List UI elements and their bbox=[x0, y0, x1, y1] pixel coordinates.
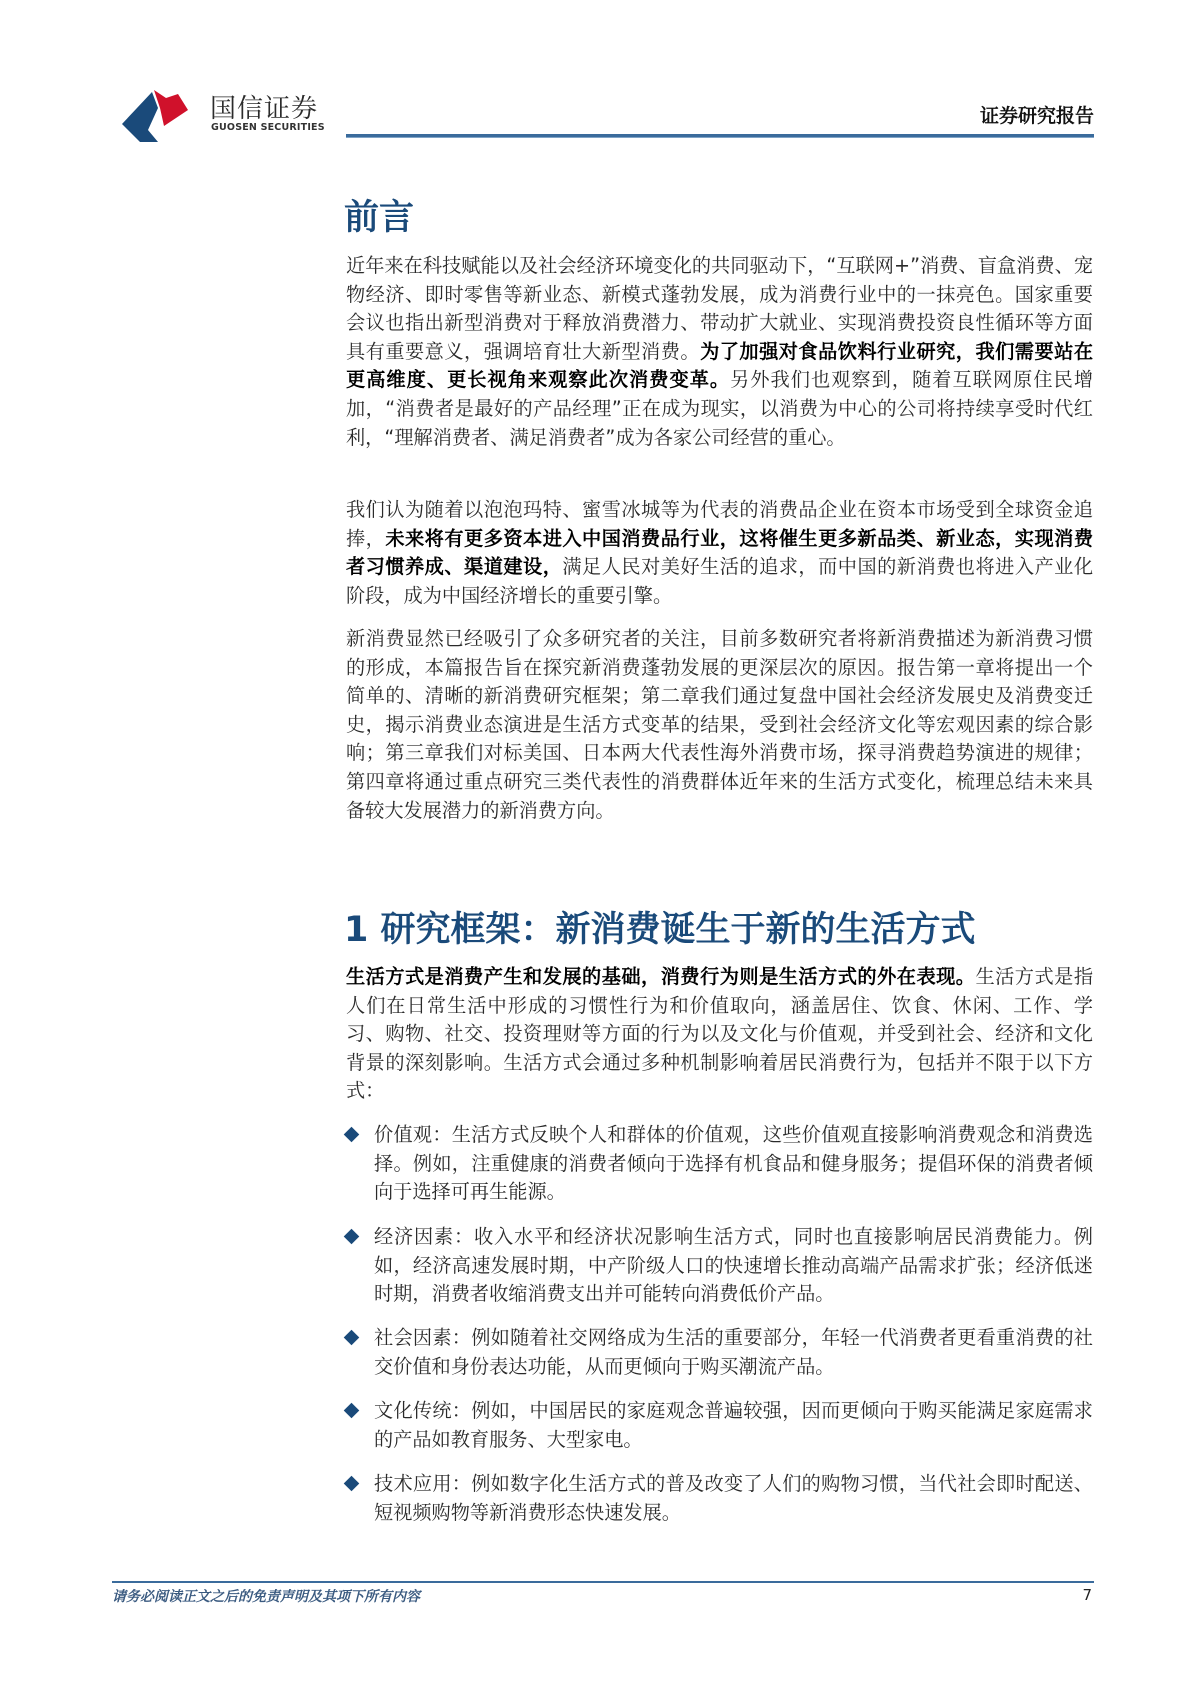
bold-text-run: 未来将有更多资本进入中国消费品行业，这将催生更多新品类、新业态，实现消费者习惯养成、渠道建设， bbox=[346, 526, 1094, 579]
header-divider bbox=[346, 134, 1094, 138]
bullet-item: 文化传统：例如，中国居民的家庭观念普遍较强，因而更倾向于购买能满足家庭需求的产品如教育服务、大型家电。 bbox=[346, 1397, 1093, 1454]
diamond-bullet-icon bbox=[344, 1476, 360, 1492]
bullet-item: 技术应用：例如数字化生活方式的普及改变了人们的购物习惯，当代社会即时配送、短视频购物等新消费形态快速发展。 bbox=[346, 1470, 1093, 1527]
text-run: 新消费显然已经吸引了众多研究者的关注，目前多数研究者将新消费描述为新消费习惯的形成，本篇报告旨在探究新消费蓬勃发展的更深层次的原因。报告第一章将提出一个简单的、清晰的新消费研究框架；第二章我们通过复盘中国社会经济发展史及消费变迁史，揭示消费业态演进是生活方式变革的结果，受到社会经济文化等宏观因素的综合影响；第三章我们对标美国、日本两大代表性海外消费市场，探寻消费趋势演进的规律；第四章将通过重点研究三类代表性的消费群体近年来的生活方式变化，梳理总结未来具备较大发展潜力的新消费方向。 bbox=[346, 627, 1093, 822]
preface-paragraph-3 bbox=[346, 625, 1093, 825]
page-number: 7 bbox=[1082, 1586, 1092, 1604]
bullet-item: 社会因素：例如随着社交网络成为生活的重要部分，年轻一代消费者更看重消费的社交价值和身份表达功能，从而更倾向于购买潮流产品。 bbox=[346, 1324, 1093, 1381]
document-type: 证券研究报告 bbox=[979, 105, 1094, 127]
guosen-logo bbox=[118, 86, 338, 142]
text-run: 满足人民对美好生活的追求，而中国的新消费也将进入产业化阶段，成为中国经济增长的重要引擎。 bbox=[346, 555, 1094, 607]
preface-paragraph-1 bbox=[346, 252, 1093, 452]
text-run: 我们认为随着以泡泡玛特、蜜雪冰城等为代表的消费品企业在资本市场受到全球资金追捧， bbox=[346, 498, 1093, 550]
preface-heading: 前言 bbox=[344, 198, 415, 238]
bullet-item: 价值观：生活方式反映个人和群体的价值观，这些价值观直接影响消费观念和消费选择。例如，注重健康的消费者倾向于选择有机食品和健身服务；提倡环保的消费者倾向于选择可再生能源。 bbox=[346, 1121, 1093, 1207]
text-run: 近年来在科技赋能以及社会经济环境变化的共同驱动下，“互联网+”消费、盲盒消费、宠物经济、即时零售等新业态、新模式蓬勃发展，成为消费行业中的一抹亮色。国家重要会议也指出新型消费对于释放消费潜力、带动扩大就业、实现消费投资良性循环等方面具有重要意义，强调培育壮大新型消费。 bbox=[346, 254, 1093, 363]
bold-text-run: 生活方式是消费产生和发展的基础，消费行为则是生活方式的外在表现。 bbox=[346, 965, 976, 988]
footer-divider bbox=[112, 1581, 1094, 1583]
bullet-item: 经济因素：收入水平和经济状况影响生活方式，同时也直接影响居民消费能力。例如，经济高速发展时期，中产阶级人口的快速增长推动高端产品需求扩张；经济低迷时期，消费者收缩消费支出并可能转向消费低价产品。 bbox=[346, 1223, 1093, 1309]
section-1-heading: 1 研究框架：新消费诞生于新的生活方式 bbox=[344, 910, 976, 950]
diamond-bullet-icon bbox=[344, 1403, 360, 1419]
bold-text-run: 为了加强对食品饮料行业研究，我们需要站在更高维度、更长视角来观察此次消费变革。 bbox=[346, 339, 1094, 392]
diamond-bullet-icon bbox=[344, 1229, 360, 1245]
logo-cn-text: 国信证券 bbox=[210, 94, 319, 124]
text-run: 另外我们也观察到，随着互联网原住民增加，“消费者是最好的产品经理”正在成为现实，以消费为中心的公司将持续享受时代红利，“理解消费者、满足消费者”成为各家公司经营的重心。 bbox=[346, 368, 1094, 449]
diamond-bullet-icon bbox=[344, 1330, 360, 1346]
logo-en-text: GUOSEN SECURITIES bbox=[211, 122, 325, 133]
preface-paragraph-2 bbox=[346, 496, 1093, 610]
text-run: 生活方式是指人们在日常生活中形成的习惯性行为和价值取向，涵盖居住、饮食、休闲、工作、学习、购物、社交、投资理财等方面的行为以及文化与价值观，并受到社会、经济和文化背景的深刻影响。生活方式会通过多种机制影响着居民消费行为，包括并不限于以下方式： bbox=[346, 965, 1094, 1103]
section-1-intro bbox=[346, 963, 1093, 1106]
guosen-logo-mark-icon bbox=[118, 86, 208, 142]
diamond-bullet-icon bbox=[344, 1127, 360, 1143]
footer-disclaimer: 请务必阅读正文之后的免责声明及其项下所有内容 bbox=[112, 1589, 420, 1605]
